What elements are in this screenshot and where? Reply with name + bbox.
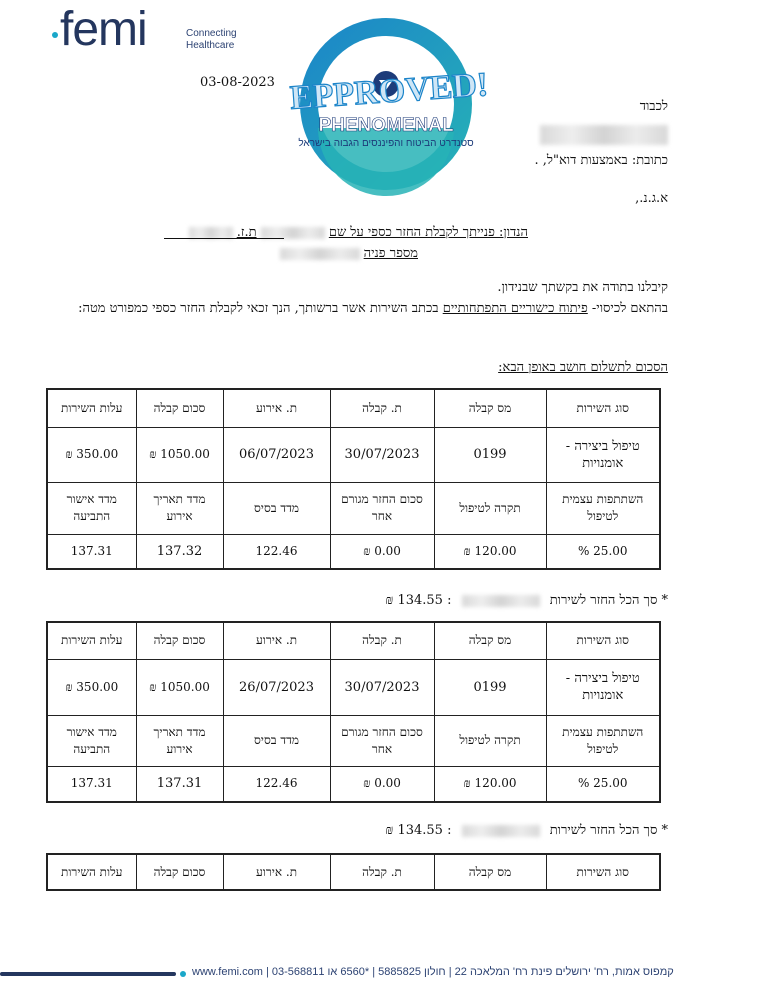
cell-receipt-date: 30/07/2023	[330, 427, 434, 482]
request-number-label: מספר פניה	[363, 246, 418, 261]
header-other-refund: סכום החזר מגורם אחר	[330, 715, 434, 766]
header-event-date: ת. אירוע	[223, 622, 330, 659]
refund-table-1	[46, 388, 661, 570]
header-service-cost: עלות השירות	[47, 854, 136, 890]
subject-underline	[164, 230, 284, 239]
service-total-1	[385, 592, 668, 608]
table-row	[47, 427, 660, 482]
cell-service-cost: 350.00 ₪	[47, 659, 136, 715]
cell-receipt-amount: 1050.00 ₪	[136, 427, 223, 482]
cell-service-type: טיפול ביצירה - אומנויות	[546, 427, 660, 482]
coverage-before: בהתאם לכיסוי-	[587, 301, 668, 316]
cell-self-share: 25.00 %	[546, 534, 660, 569]
subject-prefix: הנדון: פנייתך לקבלת החזר כספי על שם	[328, 225, 528, 240]
refund-table-2	[46, 621, 661, 803]
header-receipt-no: מס קבלה	[434, 622, 546, 659]
femi-logo	[52, 3, 252, 56]
cell-other-refund: 0.00 ₪	[330, 534, 434, 569]
coverage-name: פיתוח כישוריים התפתחותיים	[442, 301, 588, 316]
header-receipt-amount: סכום קבלה	[136, 622, 223, 659]
header-receipt-date: ת. קבלה	[330, 854, 434, 890]
cell-receipt-no: 0199	[434, 659, 546, 715]
logo-tagline-line-2: Healthcare	[186, 40, 235, 51]
cell-other-refund: 0.00 ₪	[330, 766, 434, 802]
coverage-after: בכתב השירות אשר ברשותך, הנך זכאי לקבלת החזר כספי כמפורט מטה:	[78, 301, 443, 316]
seal-brand-text: PHENOMENAL	[318, 115, 454, 136]
header-receipt-date: ת. קבלה	[330, 389, 434, 427]
header-service-type: סוג השירות	[546, 854, 660, 890]
letter-date: 03-08-2023	[200, 75, 275, 90]
header-receipt-no: מס קבלה	[434, 854, 546, 890]
cell-service-cost: 350.00 ₪	[47, 427, 136, 482]
header-event-date: ת. אירוע	[223, 854, 330, 890]
greeting-line: א.ג.נ.,	[635, 191, 668, 206]
cell-receipt-date: 30/07/2023	[330, 659, 434, 715]
cell-treatment-cap: 120.00 ₪	[434, 534, 546, 569]
footer-contact: קמפוס אמות, רח' ירושלים פינת רח' המלאכה 22 | חולון 5885825 | *6560 או 03-568811 | www.femi.com	[192, 966, 674, 978]
request-number-redacted	[280, 248, 360, 260]
logo-dot	[52, 32, 58, 38]
refund-table-3	[46, 853, 661, 891]
coverage-paragraph	[66, 298, 668, 319]
seal-stamp-text: EPPROVED!	[288, 66, 490, 117]
logo-tagline	[186, 28, 237, 52]
header-approval-index: מדד אישור התביעה	[47, 482, 136, 534]
cell-event-index: 137.32	[136, 534, 223, 569]
footer-rule	[0, 972, 176, 976]
cell-base-index: 122.46	[223, 534, 330, 569]
intro-paragraph: קיבלנו בתודה את בקשתך שבנידון.	[497, 280, 668, 295]
table-header-row	[47, 389, 660, 427]
address-line: כתובת: באמצעות דוא"ל, .	[534, 153, 668, 168]
cell-service-type: טיפול ביצירה - אומנויות	[546, 659, 660, 715]
cell-treatment-cap: 120.00 ₪	[434, 766, 546, 802]
header-other-refund: סכום החזר מגורם אחר	[330, 482, 434, 534]
total-service-redacted	[462, 595, 540, 607]
header-treatment-cap: תקרה לטיפול	[434, 482, 546, 534]
table-header-row	[47, 854, 660, 890]
calc-heading: הסכום לתשלום חושב באופן הבא:	[498, 360, 668, 375]
addressee-line: לכבוד	[639, 99, 668, 114]
total-label: * סך הכל החזר לשירות	[549, 593, 668, 608]
header-receipt-no: מס קבלה	[434, 389, 546, 427]
table-header-row	[47, 482, 660, 534]
total-value: : 134.55 ₪	[385, 823, 452, 838]
table-row	[47, 659, 660, 715]
logo-wordmark: femi	[60, 3, 147, 56]
header-base-index: מדד בסיס	[223, 482, 330, 534]
header-service-cost: עלות השירות	[47, 389, 136, 427]
cell-receipt-amount: 1050.00 ₪	[136, 659, 223, 715]
cell-approval-index: 137.31	[47, 534, 136, 569]
header-service-type: סוג השירות	[546, 389, 660, 427]
header-receipt-amount: סכום קבלה	[136, 389, 223, 427]
cell-self-share: 25.00 %	[546, 766, 660, 802]
header-receipt-date: ת. קבלה	[330, 622, 434, 659]
table-row	[47, 766, 660, 802]
seal-subtitle-text: סטנדרט הביטוח והפיננסים הגבוה בישראל	[298, 138, 474, 149]
request-number-line	[280, 245, 419, 261]
header-self-share: השתתפות עצמית לטיפול	[546, 482, 660, 534]
table-row	[47, 534, 660, 569]
cell-event-date: 06/07/2023	[223, 427, 330, 482]
footer-dot	[180, 971, 186, 977]
header-service-cost: עלות השירות	[47, 622, 136, 659]
approved-seal-stamp	[281, 10, 495, 200]
total-service-redacted	[462, 825, 540, 837]
header-base-index: מדד בסיס	[223, 715, 330, 766]
header-event-index: מדד תאריך אירוע	[136, 715, 223, 766]
header-approval-index: מדד אישור התביעה	[47, 715, 136, 766]
header-self-share: השתתפות עצמית לטיפול	[546, 715, 660, 766]
cell-receipt-no: 0199	[434, 427, 546, 482]
logo-tagline-line-1: Connecting	[186, 28, 237, 39]
cell-approval-index: 137.31	[47, 766, 136, 802]
cell-event-date: 26/07/2023	[223, 659, 330, 715]
header-event-date: ת. אירוע	[223, 389, 330, 427]
header-receipt-amount: סכום קבלה	[136, 854, 223, 890]
service-total-2	[385, 822, 668, 838]
header-event-index: מדד תאריך אירוע	[136, 482, 223, 534]
table-header-row	[47, 715, 660, 766]
subject-id-label: ת.ז.	[236, 225, 257, 240]
table-header-row	[47, 622, 660, 659]
addressee-name-redacted	[540, 125, 668, 145]
total-value: : 134.55 ₪	[385, 593, 452, 608]
total-label: * סך הכל החזר לשירות	[549, 823, 668, 838]
cell-event-index: 137.31	[136, 766, 223, 802]
header-treatment-cap: תקרה לטיפול	[434, 715, 546, 766]
header-service-type: סוג השירות	[546, 622, 660, 659]
cell-base-index: 122.46	[223, 766, 330, 802]
